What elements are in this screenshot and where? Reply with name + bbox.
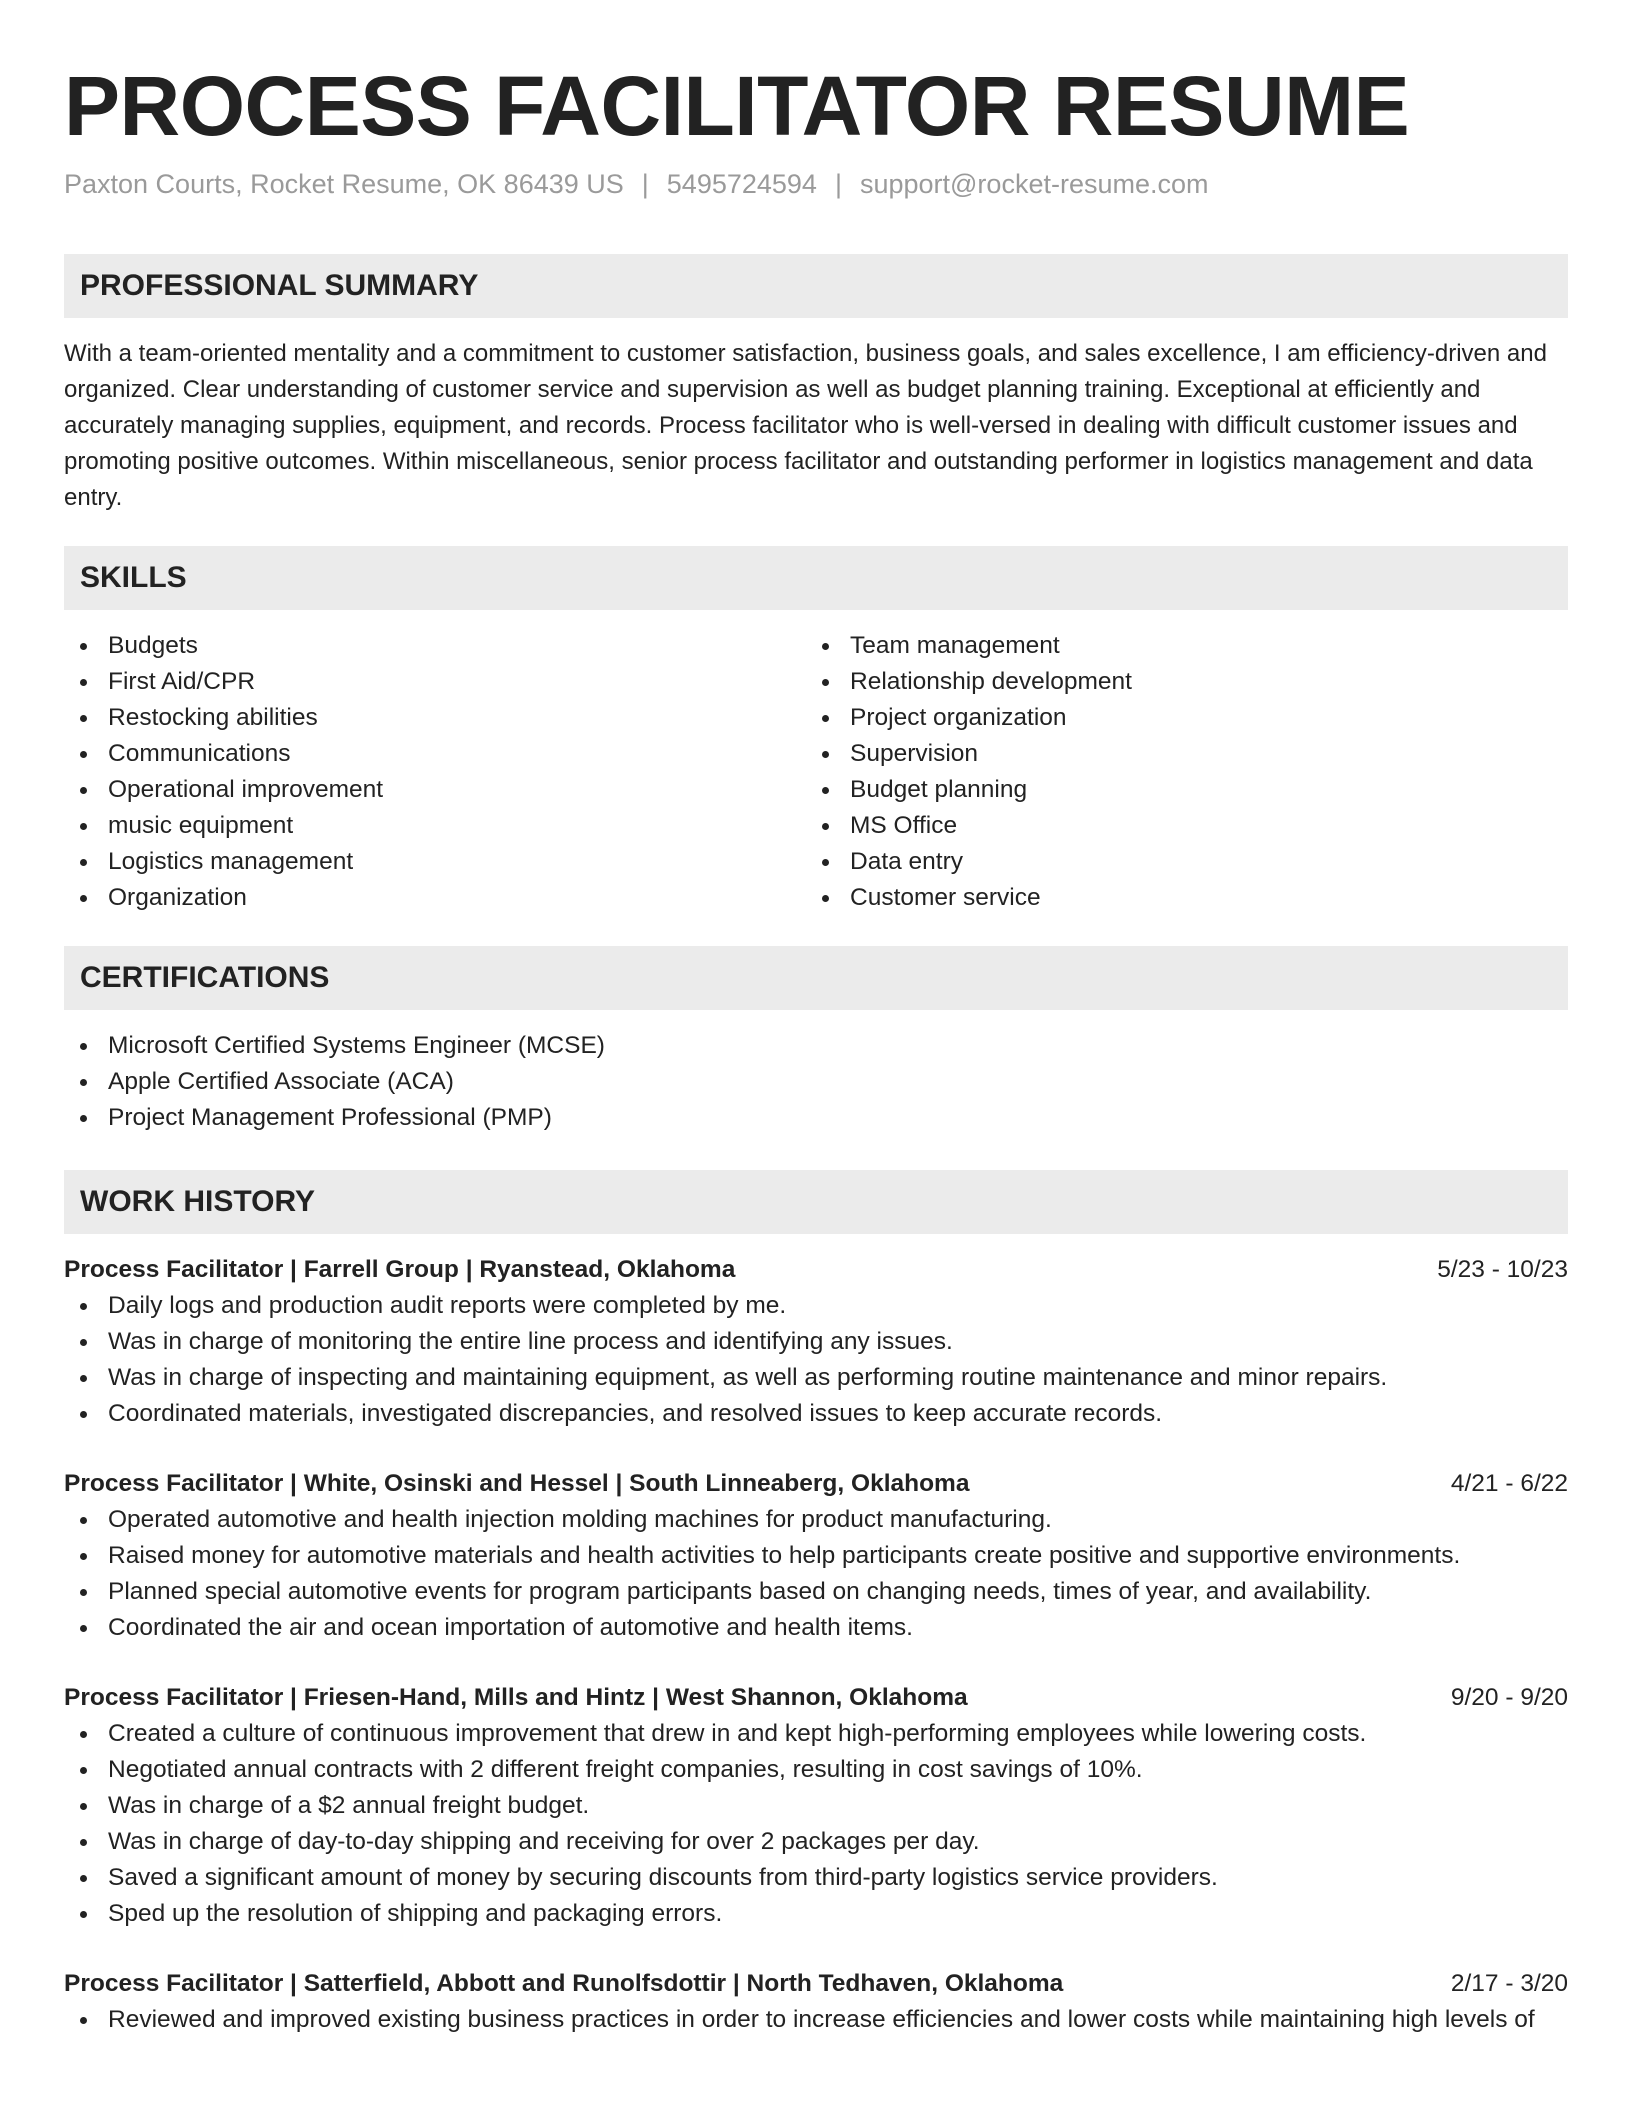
job-bullet: Operated automotive and health injection molding machines for product manufacturing. bbox=[64, 1502, 1568, 1538]
certification-item: Apple Certified Associate (ACA) bbox=[64, 1064, 1568, 1100]
separator: | bbox=[641, 169, 649, 199]
skill-item: MS Office bbox=[806, 808, 1548, 844]
phone: 5495724594 bbox=[666, 169, 817, 199]
contact-line bbox=[64, 166, 1568, 202]
job-title: Process Facilitator | Friesen-Hand, Mills and Hintz | West Shannon, Oklahoma bbox=[64, 1684, 968, 1711]
job-entry bbox=[64, 1252, 1568, 1432]
summary-heading: PROFESSIONAL SUMMARY bbox=[64, 254, 1568, 318]
skill-item: Organization bbox=[64, 880, 806, 916]
job-dates: 5/23 - 10/23 bbox=[1437, 1256, 1568, 1283]
job-bullet: Was in charge of a $2 annual freight budget. bbox=[64, 1788, 1568, 1824]
skill-item: Relationship development bbox=[806, 664, 1548, 700]
job-header bbox=[64, 1252, 1568, 1288]
certifications-heading: CERTIFICATIONS bbox=[64, 946, 1568, 1010]
skill-item: Customer service bbox=[806, 880, 1548, 916]
work-history-heading: WORK HISTORY bbox=[64, 1170, 1568, 1234]
skill-item: music equipment bbox=[64, 808, 806, 844]
job-entry bbox=[64, 1966, 1568, 2038]
skill-item: First Aid/CPR bbox=[64, 664, 806, 700]
job-bullet: Planned special automotive events for program participants based on changing needs, times of year, and availability. bbox=[64, 1574, 1568, 1610]
job-header bbox=[64, 1680, 1568, 1716]
skill-item: Restocking abilities bbox=[64, 700, 806, 736]
skill-item: Budgets bbox=[64, 628, 806, 664]
job-bullets bbox=[64, 1288, 1568, 1432]
certification-item: Project Management Professional (PMP) bbox=[64, 1100, 1568, 1136]
job-bullet: Was in charge of day-to-day shipping and receiving for over 2 packages per day. bbox=[64, 1824, 1568, 1860]
job-title: Process Facilitator | Farrell Group | Ryanstead, Oklahoma bbox=[64, 1256, 736, 1283]
summary-text: With a team-oriented mentality and a commitment to customer satisfaction, business goals, and sales excellence, I am efficiency-driven and organized. Clear understanding of customer service and supervision as well as budget planning training. Exceptional at efficiently and accurately managing supplies, equipment, and records. Process facilitator who is well-versed in dealing with difficult customer issues and promoting positive outcomes. Within miscellaneous, senior process facilitator and outstanding performer in logistics management and data entry. bbox=[64, 340, 1547, 511]
skills-right-column bbox=[806, 628, 1548, 916]
job-bullet: Saved a significant amount of money by securing discounts from third-party logistics service providers. bbox=[64, 1860, 1568, 1896]
skill-item: Communications bbox=[64, 736, 806, 772]
job-bullets bbox=[64, 2002, 1568, 2038]
separator: | bbox=[834, 169, 842, 199]
skill-item: Logistics management bbox=[64, 844, 806, 880]
job-bullets bbox=[64, 1502, 1568, 1646]
job-bullet: Sped up the resolution of shipping and packaging errors. bbox=[64, 1896, 1568, 1932]
skill-item: Data entry bbox=[806, 844, 1548, 880]
address: Paxton Courts, Rocket Resume, OK 86439 US bbox=[64, 169, 624, 199]
skill-item: Supervision bbox=[806, 736, 1548, 772]
skills-heading: SKILLS bbox=[64, 546, 1568, 610]
skill-item: Operational improvement bbox=[64, 772, 806, 808]
job-bullet: Coordinated the air and ocean importation of automotive and health items. bbox=[64, 1610, 1568, 1646]
job-bullet: Created a culture of continuous improvement that drew in and kept high-performing employees while lowering costs. bbox=[64, 1716, 1568, 1752]
job-bullet: Daily logs and production audit reports were completed by me. bbox=[64, 1288, 1568, 1324]
certifications-list bbox=[64, 1028, 1568, 1136]
job-bullet: Was in charge of monitoring the entire line process and identifying any issues. bbox=[64, 1324, 1568, 1360]
job-dates: 4/21 - 6/22 bbox=[1450, 1470, 1568, 1497]
job-entry bbox=[64, 1466, 1568, 1646]
job-title: Process Facilitator | Satterfield, Abbott and Runolfsdottir | North Tedhaven, Oklahoma bbox=[64, 1970, 1064, 1997]
job-title: Process Facilitator | White, Osinski and Hessel | South Linneaberg, Oklahoma bbox=[64, 1470, 970, 1497]
email-link[interactable]: support@rocket-resume.com bbox=[859, 169, 1209, 199]
resume-page bbox=[64, 0, 1568, 2038]
job-bullet: Negotiated annual contracts with 2 different freight companies, resulting in cost savings of 10%. bbox=[64, 1752, 1568, 1788]
skill-item: Team management bbox=[806, 628, 1548, 664]
job-entry bbox=[64, 1680, 1568, 1932]
job-bullet: Coordinated materials, investigated discrepancies, and resolved issues to keep accurate records. bbox=[64, 1396, 1568, 1432]
resume-title: PROCESS FACILITATOR RESUME bbox=[64, 59, 1410, 153]
job-dates: 9/20 - 9/20 bbox=[1450, 1684, 1568, 1711]
job-header bbox=[64, 1466, 1568, 1502]
certification-item: Microsoft Certified Systems Engineer (MCSE) bbox=[64, 1028, 1568, 1064]
skills-list bbox=[64, 628, 1568, 916]
job-bullet: Raised money for automotive materials and health activities to help participants create positive and supportive environments. bbox=[64, 1538, 1568, 1574]
job-header bbox=[64, 1966, 1568, 2002]
skill-item: Budget planning bbox=[806, 772, 1548, 808]
job-bullets bbox=[64, 1716, 1568, 1932]
skills-left-column bbox=[64, 628, 806, 916]
job-bullet: Was in charge of inspecting and maintaining equipment, as well as performing routine maintenance and minor repairs. bbox=[64, 1360, 1568, 1396]
job-dates: 2/17 - 3/20 bbox=[1450, 1970, 1568, 1997]
skill-item: Project organization bbox=[806, 700, 1548, 736]
job-bullet: Reviewed and improved existing business practices in order to increase efficiencies and lower costs while maintaining high levels of bbox=[64, 2002, 1568, 2038]
